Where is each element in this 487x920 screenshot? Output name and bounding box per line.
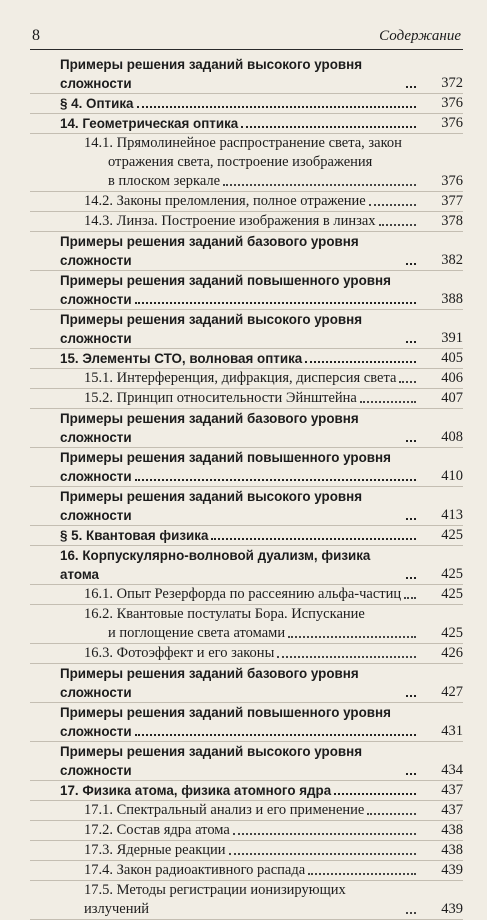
toc-entry-title: [30, 546, 419, 585]
toc-entry[interactable]: [30, 605, 463, 644]
dot-leader: [404, 597, 416, 599]
toc-entry[interactable]: [30, 192, 463, 212]
dot-leader: [360, 401, 416, 403]
dot-leader: [406, 577, 416, 579]
toc-entry-text: 17.3. Ядерные реакции: [84, 842, 226, 858]
dot-leader: [223, 184, 416, 186]
toc-entry-title: [30, 703, 419, 742]
toc-entry-title: [30, 349, 419, 369]
toc-page-number: 378: [419, 212, 463, 232]
toc-entry[interactable]: [30, 212, 463, 232]
toc-entry-text: 15. Элементы СТО, волновая оптика: [60, 351, 303, 366]
dot-leader: [135, 479, 416, 481]
toc-entry[interactable]: [30, 703, 463, 742]
toc-page-number: 408: [419, 409, 463, 448]
toc-entry-text: Примеры решения заданий высокого уровня сложности: [60, 489, 363, 523]
toc-entry-title: [30, 841, 419, 861]
toc-entry-text: 14.3. Линза. Построение изображения в линзах: [84, 213, 376, 229]
toc-page-number: 427: [419, 664, 463, 703]
dot-leader: [135, 734, 416, 736]
toc-entry-text: 17. Физика атома, физика атомного ядра: [60, 783, 332, 798]
toc-entry-title: [30, 821, 419, 841]
toc-entry[interactable]: [30, 526, 463, 546]
toc-entry[interactable]: [30, 585, 463, 605]
toc-entry[interactable]: [30, 55, 463, 94]
toc-page-number: 437: [419, 801, 463, 821]
toc-entry-text: 14.1. Прямолинейное распространение света, закон: [84, 135, 402, 151]
toc-entry-title: [30, 192, 419, 212]
toc-entry[interactable]: [30, 369, 463, 389]
toc-entry-text: § 5. Квантовая физика: [60, 528, 209, 543]
toc-entry-text: 15.1. Интерференция, дифракция, дисперсия света: [84, 370, 397, 386]
table-of-contents: [30, 55, 463, 920]
toc-entry[interactable]: [30, 781, 463, 801]
toc-entry-text: 16. Корпускулярно-волновой дуализм, физика атома: [60, 548, 371, 582]
toc-entry[interactable]: [30, 664, 463, 703]
toc-entry[interactable]: [30, 232, 463, 271]
dot-leader: [229, 853, 416, 855]
toc-page-number: 376: [419, 94, 463, 114]
dot-leader: [379, 224, 416, 226]
toc-entry-title: [30, 232, 419, 271]
toc-entry[interactable]: [30, 349, 463, 369]
toc-entry-title: [30, 389, 419, 409]
toc-entry-title: [30, 644, 419, 664]
toc-page-number: 425: [419, 605, 463, 644]
toc-entry-title: [30, 409, 419, 448]
toc-entry-text: 17.5. Методы регистрации ионизирующих излучений: [84, 882, 346, 917]
dot-leader: [406, 440, 416, 442]
dot-leader: [233, 833, 416, 835]
toc-entry-text: сложности: [60, 469, 132, 484]
toc-entry-text: 16.3. Фотоэффект и его законы: [84, 645, 275, 661]
toc-entry-title: [30, 114, 419, 134]
toc-entry[interactable]: [30, 94, 463, 114]
toc-entry-title: [30, 369, 419, 389]
toc-entry[interactable]: [30, 861, 463, 881]
dot-leader: [288, 636, 416, 638]
toc-entry-text: Примеры решения заданий базового уровня сложности: [60, 411, 359, 445]
dot-leader: [406, 912, 416, 914]
toc-page-number: 413: [419, 487, 463, 526]
toc-table: [30, 55, 463, 920]
toc-entry-text: Примеры решения заданий базового уровня сложности: [60, 234, 359, 268]
dot-leader: [305, 361, 416, 363]
toc-entry[interactable]: [30, 742, 463, 781]
dot-leader: [406, 518, 416, 520]
toc-entry-title: [30, 55, 419, 94]
dot-leader: [241, 126, 416, 128]
toc-entry-text: 16.1. Опыт Резерфорда по рассеянию альфа-частиц: [84, 586, 402, 602]
dot-leader: [308, 873, 416, 875]
toc-entry-title: [30, 526, 419, 546]
toc-entry-title: [30, 664, 419, 703]
toc-entry-title: [30, 487, 419, 526]
toc-entry-title: [30, 881, 419, 920]
toc-page-number: 438: [419, 841, 463, 861]
toc-entry[interactable]: [30, 841, 463, 861]
toc-page-number: 425: [419, 585, 463, 605]
toc-entry-title: [30, 605, 419, 644]
toc-entry-text: § 4. Оптика: [60, 96, 134, 111]
dot-leader: [367, 813, 416, 815]
dot-leader: [406, 86, 416, 88]
toc-entry-title: [30, 742, 419, 781]
toc-page-number: 377: [419, 192, 463, 212]
toc-entry-text: Примеры решения заданий высокого уровня сложности: [60, 744, 363, 778]
toc-entry-title: [30, 271, 419, 310]
page-number: 8: [32, 27, 40, 44]
toc-page-number: 382: [419, 232, 463, 271]
toc-entry[interactable]: [30, 271, 463, 310]
toc-page-number: 439: [419, 861, 463, 881]
toc-entry[interactable]: [30, 409, 463, 448]
dot-leader: [369, 204, 416, 206]
toc-entry[interactable]: [30, 134, 463, 192]
toc-entry[interactable]: [30, 821, 463, 841]
dot-leader: [406, 773, 416, 775]
dot-leader: [399, 381, 416, 383]
toc-page-number: 425: [419, 526, 463, 546]
toc-entry-text: отражения света, построение изображения: [108, 154, 373, 170]
dot-leader: [211, 538, 416, 540]
toc-entry[interactable]: [30, 881, 463, 920]
toc-entry-text: Примеры решения заданий высокого уровня сложности: [60, 57, 363, 91]
toc-entry-text: Примеры решения заданий повышенного уровня: [60, 705, 391, 720]
toc-page-number: 426: [419, 644, 463, 664]
toc-page-number: 388: [419, 271, 463, 310]
toc-entry-text: в плоском зеркале: [108, 173, 221, 189]
toc-page-number: 438: [419, 821, 463, 841]
toc-entry-text: 15.2. Принцип относительности Эйнштейна: [84, 390, 357, 406]
dot-leader: [406, 263, 416, 265]
toc-entry[interactable]: [30, 448, 463, 487]
toc-entry-title: [30, 310, 419, 349]
toc-entry-text: сложности: [60, 292, 132, 307]
toc-entry-text: и поглощение света атомами: [108, 625, 286, 641]
toc-entry-title: [30, 861, 419, 881]
toc-entry-text: 16.2. Квантовые постулаты Бора. Испускание: [84, 606, 365, 622]
toc-page-number: 407: [419, 389, 463, 409]
toc-entry-text: 17.4. Закон радиоактивного распада: [84, 862, 306, 878]
toc-page-number: 405: [419, 349, 463, 369]
toc-entry-title: [30, 448, 419, 487]
toc-page-number: 425: [419, 546, 463, 585]
toc-entry-text: 14.2. Законы преломления, полное отражение: [84, 193, 366, 209]
toc-entry[interactable]: [30, 546, 463, 585]
toc-page-number: 431: [419, 703, 463, 742]
toc-entry-title: [30, 94, 419, 114]
toc-page-number: 391: [419, 310, 463, 349]
dot-leader: [406, 695, 416, 697]
toc-entry-title: [30, 134, 419, 192]
running-header: [30, 25, 463, 50]
toc-entry-text: 14. Геометрическая оптика: [60, 116, 239, 131]
dot-leader: [277, 656, 416, 658]
toc-page-number: 376: [419, 114, 463, 134]
running-title: Содержание: [379, 28, 461, 44]
toc-entry-title: [30, 781, 419, 801]
toc-entry-title: [30, 801, 419, 821]
toc-entry-title: [30, 212, 419, 232]
toc-entry[interactable]: [30, 389, 463, 409]
toc-entry-title: [30, 585, 419, 605]
toc-entry[interactable]: [30, 644, 463, 664]
toc-page-number: 406: [419, 369, 463, 389]
toc-entry[interactable]: [30, 487, 463, 526]
toc-entry-text: Примеры решения заданий повышенного уровня: [60, 273, 391, 288]
toc-entry-text: Примеры решения заданий высокого уровня сложности: [60, 312, 363, 346]
toc-entry-text: Примеры решения заданий повышенного уровня: [60, 450, 391, 465]
toc-entry[interactable]: [30, 114, 463, 134]
toc-entry-text: 17.1. Спектральный анализ и его применение: [84, 802, 365, 818]
toc-page-number: 376: [419, 134, 463, 192]
toc-entry-text: сложности: [60, 724, 132, 739]
dot-leader: [406, 341, 416, 343]
toc-page-number: 439: [419, 881, 463, 920]
toc-entry-text: Примеры решения заданий базового уровня сложности: [60, 666, 359, 700]
toc-entry[interactable]: [30, 801, 463, 821]
toc-entry-text: 17.2. Состав ядра атома: [84, 822, 230, 838]
toc-entry[interactable]: [30, 310, 463, 349]
toc-page-number: 434: [419, 742, 463, 781]
toc-page-number: 410: [419, 448, 463, 487]
dot-leader: [135, 302, 416, 304]
toc-page-number: 437: [419, 781, 463, 801]
dot-leader: [137, 106, 417, 108]
dot-leader: [334, 793, 416, 795]
toc-page-number: 372: [419, 55, 463, 94]
